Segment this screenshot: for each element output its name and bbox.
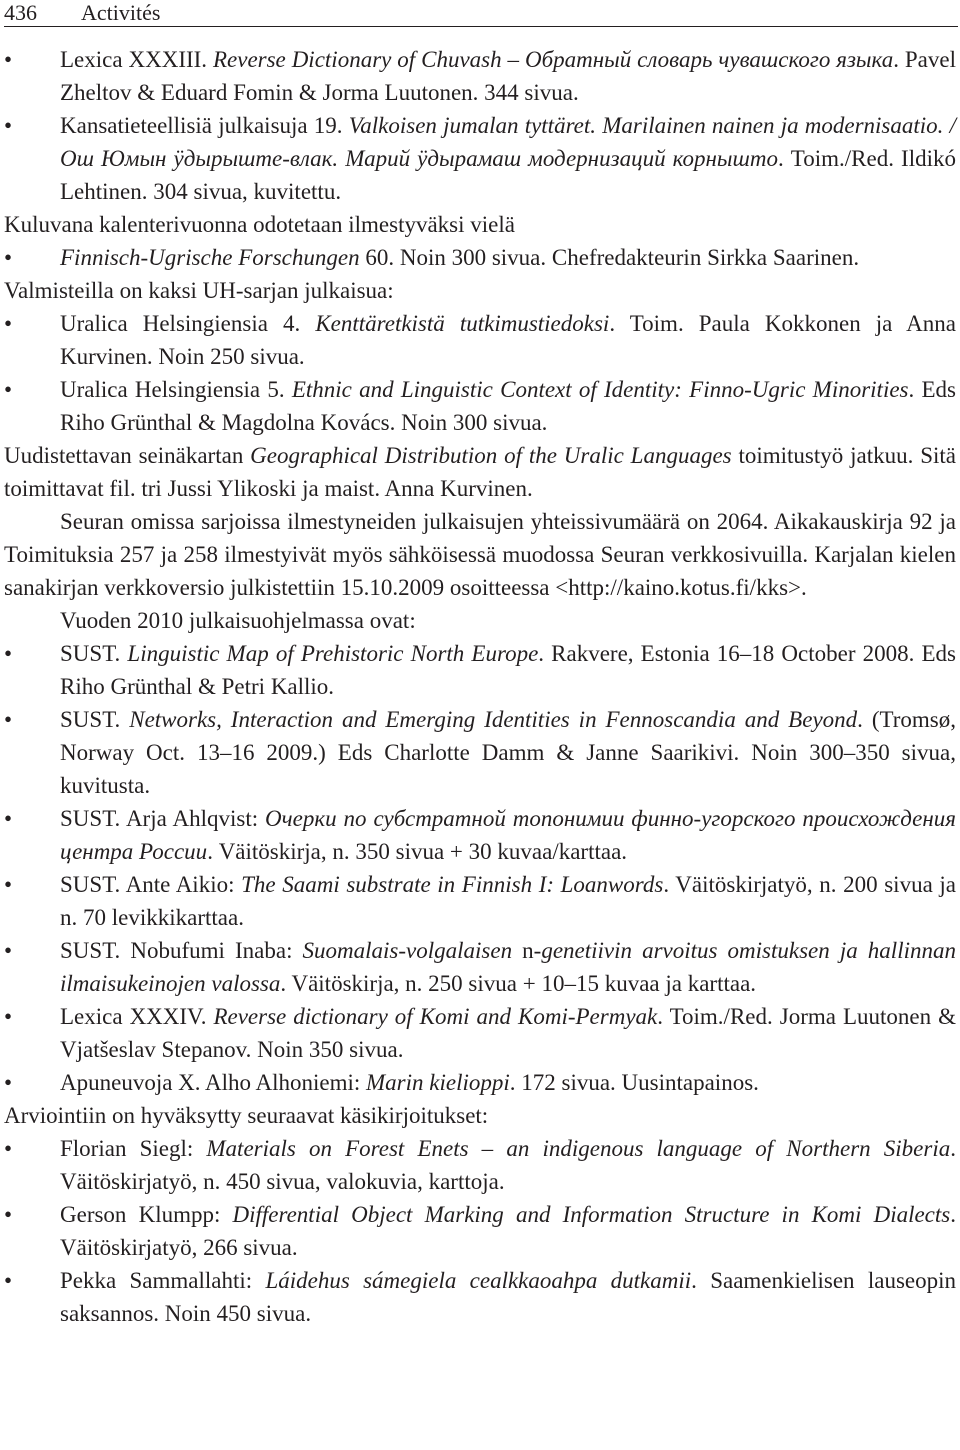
text-run: SUST. Ante Aikio:: [60, 872, 242, 897]
bullet-item: [4, 934, 956, 1000]
text-run: SUST.: [60, 641, 128, 666]
italic-text: Reverse dictionary of Komi and Komi-Permyak: [213, 1004, 658, 1029]
italic-text: Finnisch-Ugrische Forschungen: [60, 245, 360, 270]
bullet-marker: •: [4, 707, 13, 732]
paragraph: [4, 274, 956, 307]
text-run: . Väitöskirjatyö, n. 200 sivua ja n. 70 levikkikarttaa.: [60, 872, 956, 930]
paragraph: [4, 208, 956, 241]
italic-text: Geographical Distribution of the Uralic Languages: [250, 443, 732, 468]
italic-text: Marin kielioppi: [366, 1070, 510, 1095]
italic-text: Networks, Interaction and Emerging Identities in Fennoscandia and Beyond: [129, 707, 858, 732]
text-run: Pekka Sammallahti:: [60, 1268, 266, 1293]
bullet-item: [4, 868, 956, 934]
bullet-marker: •: [4, 872, 13, 897]
body-text: [4, 43, 956, 1330]
text-run: . Väitöskirjatyö, 266 sivua.: [60, 1202, 956, 1260]
text-run: . Toim./Red. Jorma Luutonen & Vjatšeslav Stepanov. Noin 350 sivua.: [60, 1004, 956, 1062]
text-run: SUST.: [60, 707, 130, 732]
text-run: Uralica Helsingiensia 5.: [60, 377, 292, 402]
bullet-item: [4, 703, 956, 802]
italic-text: Ethnic and Linguistic Context of Identity: Finno-Ugric Minorities: [291, 377, 909, 402]
text-run: Kansatieteellisiä julkaisuja 19.: [60, 113, 349, 138]
text-run: Apuneuvoja X. Alho Alhoniemi:: [60, 1070, 367, 1095]
text-run: . Toim. Paula Kokkonen ja Anna Kurvinen. Noin 250 sivua.: [60, 311, 957, 369]
text-run: SUST. Nobufumi Inaba:: [60, 938, 303, 963]
bullet-marker: •: [4, 47, 13, 72]
text-run: Kuluvana kalenterivuonna odotetaan ilmestyväksi vielä: [4, 212, 515, 237]
bullet-marker: •: [4, 1004, 13, 1029]
italic-text: Láidehus sámegiela cealkkaoahpa dutkamii: [265, 1268, 692, 1293]
bullet-item: [4, 1000, 956, 1066]
bullet-item: [4, 109, 956, 208]
bullet-item: [4, 241, 956, 274]
bullet-item: [4, 1264, 956, 1330]
bullet-item: [4, 1066, 956, 1099]
text-run: Lexica XXXIV.: [60, 1004, 214, 1029]
italic-text: Valkoisen jumalan tyttäret. Marilainen nainen ja modernisaatio. / Ош Юмын ÿдырыште-влак. Марий ÿдырамаш модернизаций корнышто: [60, 113, 957, 171]
bullet-item: [4, 43, 956, 109]
bullet-marker: •: [4, 1202, 13, 1227]
text-run: . 172 sivua. Uusintapainos.: [509, 1070, 759, 1095]
text-run: Gerson Klumpp:: [60, 1202, 233, 1227]
paragraph: [4, 439, 956, 505]
italic-text: genetiivin arvoitus omistuksen ja hallinnan ilmaisukeinojen valossa: [60, 938, 956, 996]
indented-paragraph: [4, 505, 956, 604]
bullet-marker: •: [4, 806, 13, 831]
text-run: . Eds Riho Grünthal & Magdolna Kovács. Noin 300 sivua.: [60, 377, 956, 435]
text-run: . Rakvere, Estonia 16–18 October 2008. Eds Riho Grünthal & Petri Kallio.: [60, 641, 956, 699]
bullet-marker: •: [4, 1070, 13, 1095]
bullet-marker: •: [4, 377, 13, 402]
text-run: 60. Noin 300 sivua. Chefredakteurin Sirkka Saarinen.: [359, 245, 860, 270]
italic-text: Materials on Forest Enets – an indigenous language of Northern Siberia: [206, 1136, 951, 1161]
italic-text: Linguistic Map of Prehistoric North Europe: [127, 641, 539, 666]
italic-text: The Saami substrate in Finnish I: Loanwords: [241, 872, 664, 897]
text-run: . Pavel Zheltov & Eduard Fomin & Jorma Luutonen. 344 sivua.: [60, 47, 956, 105]
section-title: Activités: [81, 0, 161, 25]
text-run: Florian Siegl:: [60, 1136, 207, 1161]
text-run: Valmisteilla on kaksi UH-sarjan julkaisua:: [4, 278, 394, 303]
italic-text: Kenttäretkistä tutkimustiedoksi: [315, 311, 610, 336]
text-run: toimitustyö jatkuu. Sitä toimittavat fil. tri Jussi Ylikoski ja maist. Anna Kurvinen.: [4, 443, 956, 501]
text-run: Seuran omissa sarjoissa ilmestyneiden julkaisujen yhteissivumäärä on 2064. Aikakauskirja 92 ja Toimituksia 257 ja 258 ilmestyivät myös sähköisessä muodossa Seuran verkkosivuilla. Karjalan kielen sanakirjan verkkoversio julkistettiin 15.10.2009 osoitteessa <http://kaino.kotus.fi/kks>.: [4, 509, 956, 600]
bullet-item: [4, 802, 956, 868]
text-run: SUST. Arja Ahlqvist:: [60, 806, 266, 831]
text-run: Vuoden 2010 julkaisuohjelmassa ovat:: [60, 608, 416, 633]
bullet-marker: •: [4, 1268, 13, 1293]
text-run: . Väitöskirja, n. 350 sivua + 30 kuvaa/karttaa.: [207, 839, 628, 864]
page-number: 436: [4, 0, 37, 25]
bullet-item: [4, 1132, 956, 1198]
text-run: . Saamenkielisen lauseopin saksannos. Noin 450 sivua.: [60, 1268, 956, 1326]
italic-text: Очерки по субстратной топонимии финно-угорского происхождения центра России: [60, 806, 956, 864]
italic-text: Differential Object Marking and Information Structure in Komi Dialects: [232, 1202, 951, 1227]
italic-text: Suomalais-volgalaisen: [302, 938, 513, 963]
text-run: . (Tromsø, Norway Oct. 13–16 2009.) Eds Charlotte Damm & Janne Saarikivi. Noin 300–350 sivua, kuvitusta.: [60, 707, 956, 798]
bullet-item: [4, 373, 956, 439]
bullet-marker: •: [4, 311, 13, 336]
bullet-marker: •: [4, 938, 13, 963]
text-run: n-: [512, 938, 542, 963]
text-run: Uudistettavan seinäkartan: [4, 443, 251, 468]
text-run: . Väitöskirja, n. 250 sivua + 10–15 kuvaa ja karttaa.: [280, 971, 757, 996]
text-run: Arviointiin on hyväksytty seuraavat käsikirjoitukset:: [4, 1103, 489, 1128]
bullet-marker: •: [4, 245, 13, 270]
text-run: Uralica Helsingiensia 4.: [60, 311, 316, 336]
indented-paragraph: [4, 604, 956, 637]
bullet-item: [4, 637, 956, 703]
header-rule: [4, 26, 958, 27]
bullet-item: [4, 307, 956, 373]
bullet-marker: •: [4, 641, 13, 666]
bullet-item: [4, 1198, 956, 1264]
bullet-marker: •: [4, 113, 13, 138]
bullet-marker: •: [4, 1136, 13, 1161]
paragraph: [4, 1099, 956, 1132]
running-header: [4, 0, 956, 26]
text-run: . Väitöskirjatyö, n. 450 sivua, valokuvia, karttoja.: [60, 1136, 956, 1194]
text-run: Lexica XXXIII.: [60, 47, 213, 72]
italic-text: Reverse Dictionary of Chuvash – Обратный словарь чувашского языка: [212, 47, 894, 72]
text-run: . Toim./Red. Ildikó Lehtinen. 304 sivua, kuvitettu.: [60, 146, 956, 204]
